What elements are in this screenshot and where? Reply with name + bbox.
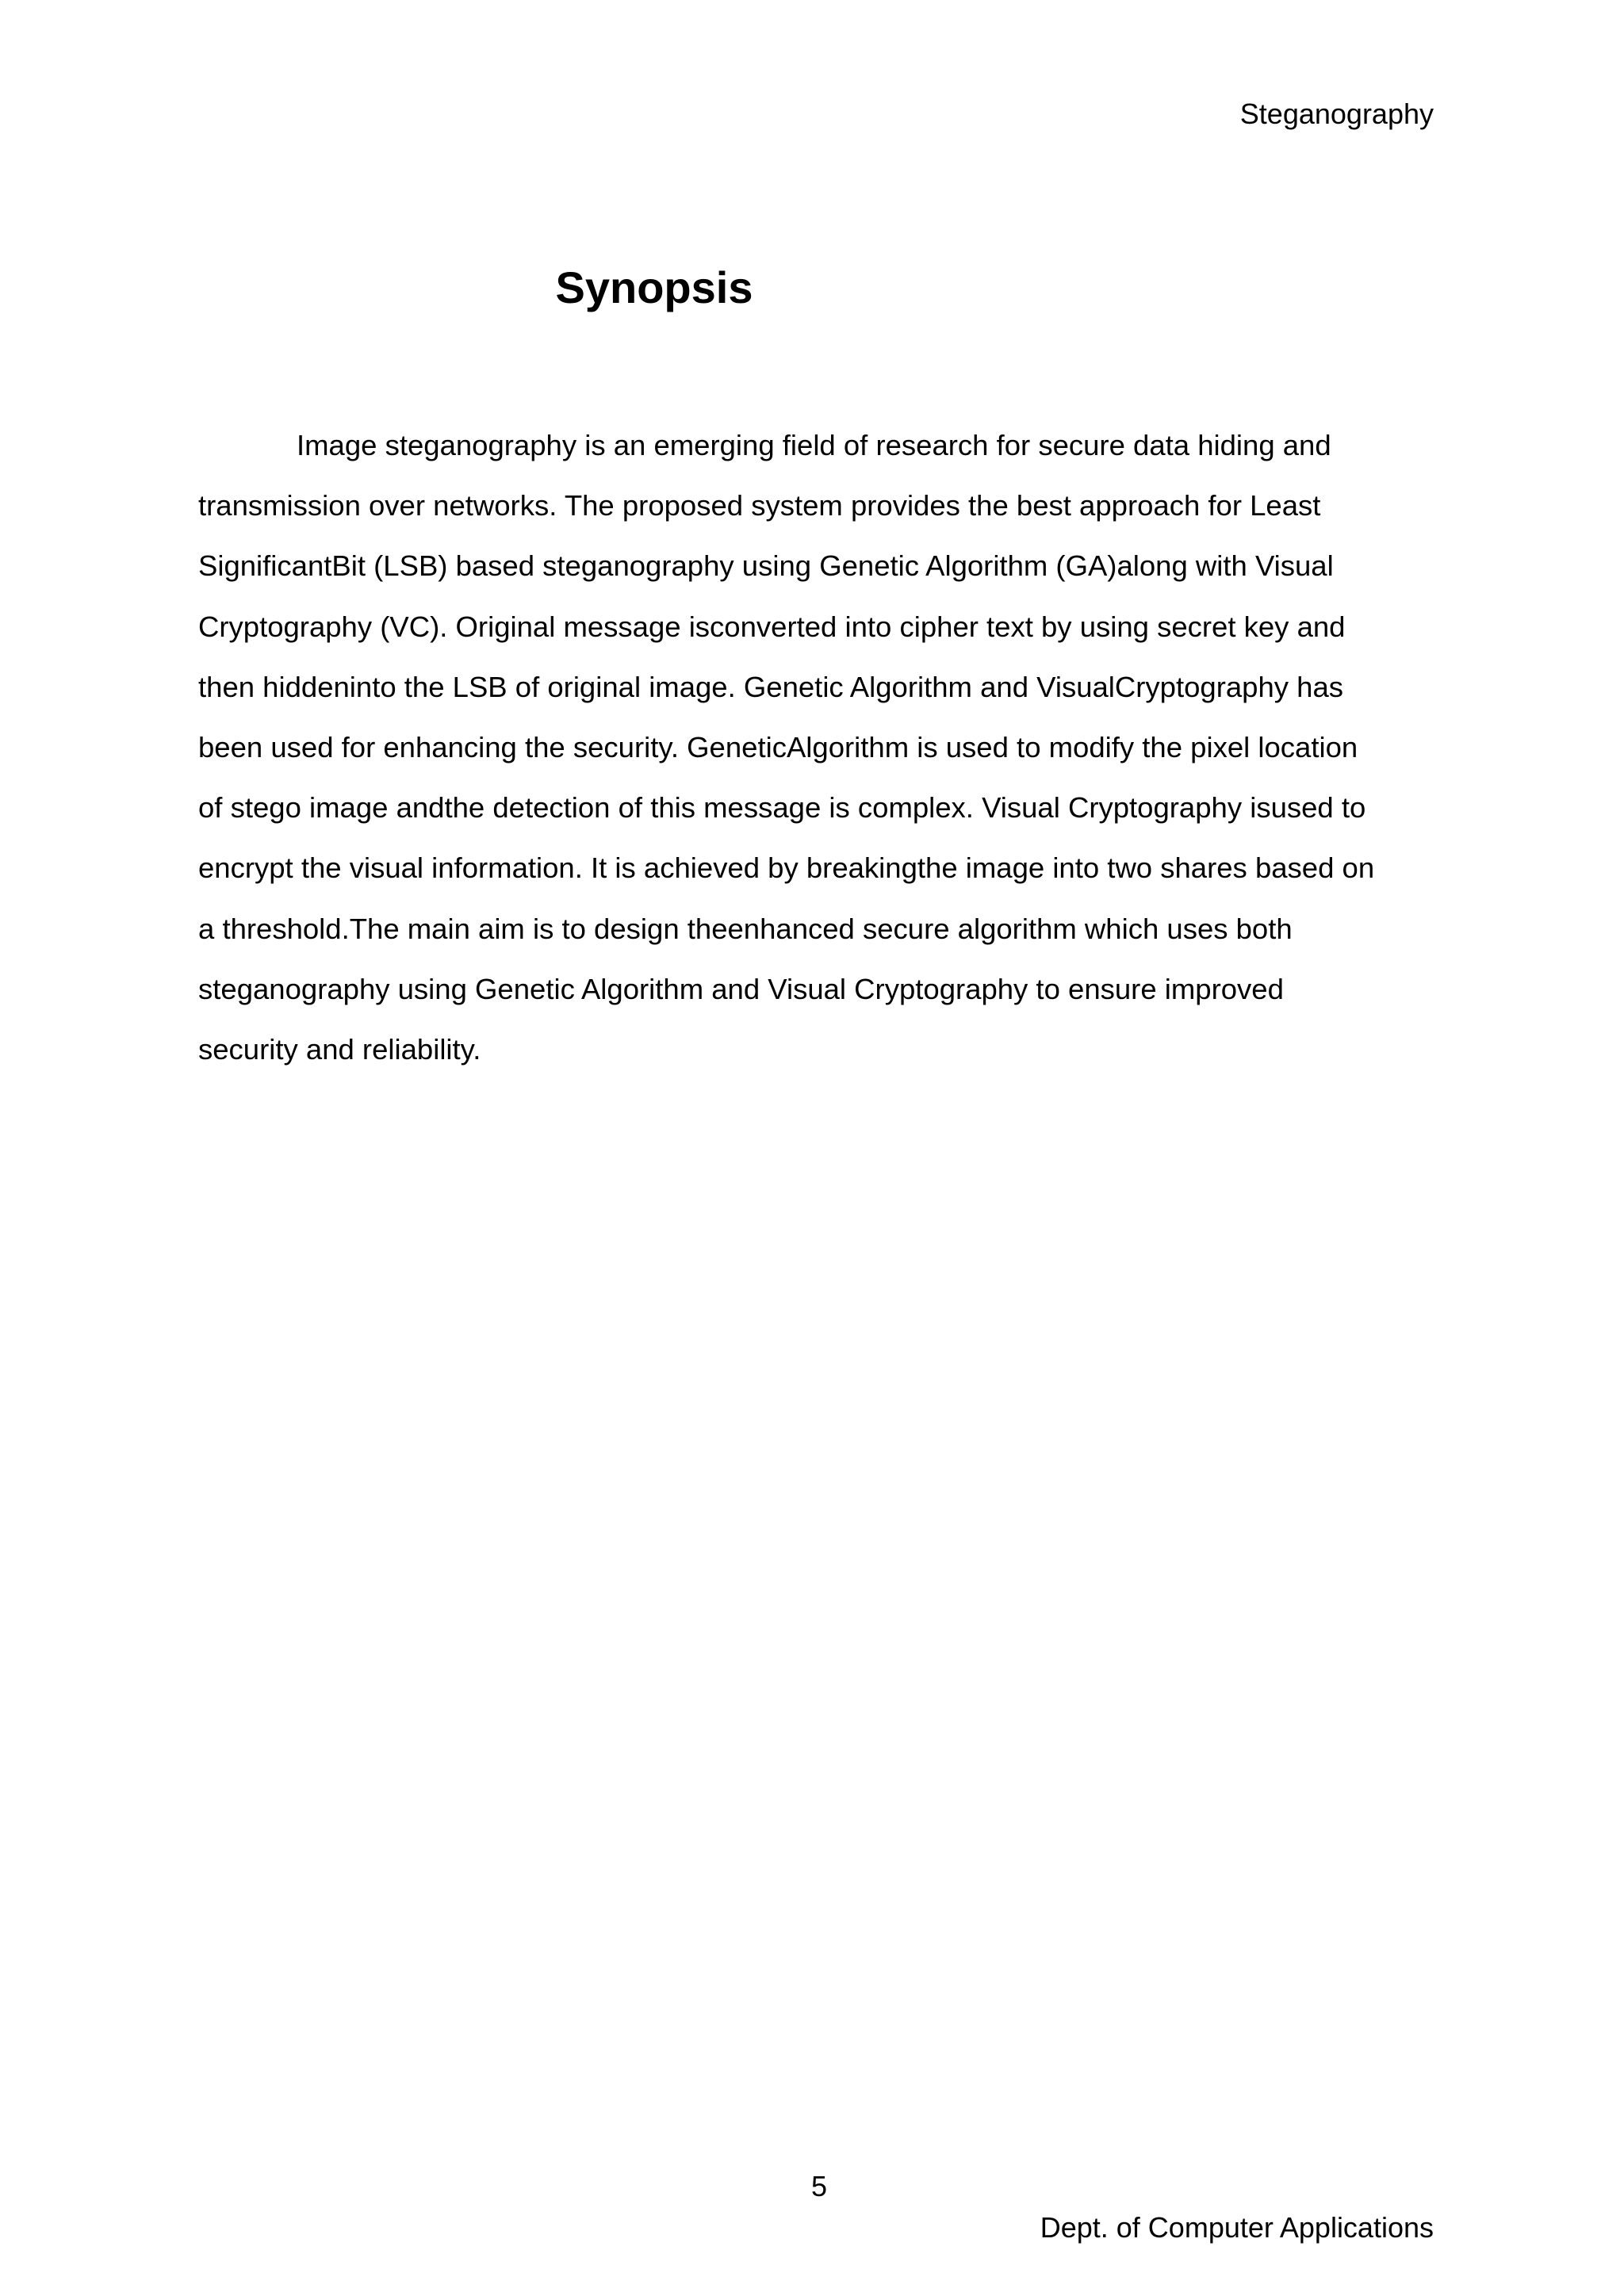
- running-header: Steganography: [1239, 98, 1434, 130]
- paragraph-line: then hiddeninto the LSB of original image. Genetic Algorithm and VisualCryptography has: [198, 670, 1343, 703]
- section-title: Synopsis: [555, 262, 753, 312]
- paragraph-line: a threshold.The main aim is to design theenhanced secure algorithm which uses both: [198, 912, 1293, 945]
- page-number: 5: [810, 2170, 828, 2202]
- synopsis-paragraph: [198, 415, 1432, 1080]
- paragraph-line: security and reliability.: [198, 1033, 481, 1066]
- paragraph-line: been used for enhancing the security. GeneticAlgorithm is used to modify the pixel location: [198, 731, 1358, 764]
- paragraph-line: transmission over networks. The proposed system provides the best approach for Least: [198, 489, 1321, 522]
- paragraph-line: Image steganography is an emerging field of research for secure data hiding and: [297, 429, 1331, 461]
- paragraph-line: encrypt the visual information. It is achieved by breakingthe image into two shares based on: [198, 851, 1375, 885]
- paragraph-line: steganography using Genetic Algorithm and Visual Cryptography to ensure improved: [198, 972, 1284, 1005]
- paragraph-line: SignificantBit (LSB) based steganography using Genetic Algorithm (GA)along with Visual: [198, 549, 1334, 583]
- paragraph-line: of stego image andthe detection of this message is complex. Visual Cryptography isused to: [198, 791, 1366, 825]
- paragraph-line: Cryptography (VC). Original message isconverted into cipher text by using secret key and: [198, 610, 1346, 643]
- running-footer: Dept. of Computer Applications: [1040, 2211, 1434, 2244]
